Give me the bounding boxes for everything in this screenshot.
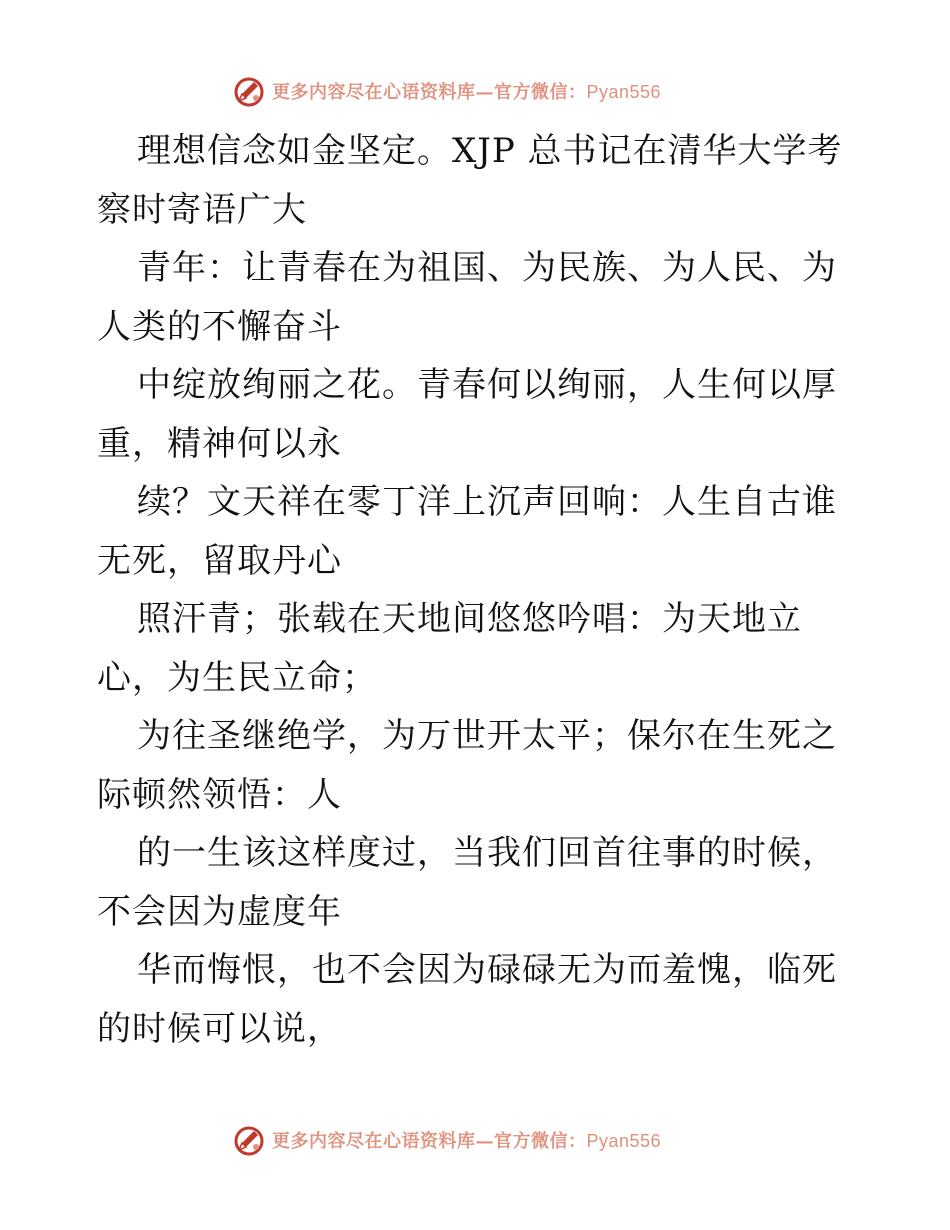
paragraph-2: 青年：让青春在为祖国、为民族、为人民、为人类的不懈奋斗 <box>97 248 837 347</box>
footer-contact-id: Pyan556 <box>586 1131 662 1151</box>
paragraph-6: 为往圣继绝学，为万世开太平；保尔在生死之际顿然领悟：人 <box>97 716 837 815</box>
header-banner <box>232 71 752 111</box>
paragraph-4: 续？文天祥在零丁洋上沉声回响：人生自古谁无死，留取丹心 <box>97 482 837 581</box>
header-contact-label: 官方微信： <box>494 82 587 103</box>
header-contact-id: Pyan556 <box>586 82 662 102</box>
paragraph-3: 中绽放绚丽之花。青春何以绚丽，人生何以厚重，精神何以永 <box>97 365 837 464</box>
footer-banner <box>232 1120 752 1160</box>
document-body <box>97 122 867 1058</box>
header-banner-text <box>272 78 661 104</box>
fountain-pen-logo-icon <box>232 1123 266 1157</box>
paragraph-8: 华而悔恨，也不会因为碌碌无为而羞愧，临死的时候可以说， <box>97 950 837 1049</box>
paragraph-7: 的一生该这样度过，当我们回首往事的时候，不会因为虚度年 <box>97 833 837 932</box>
footer-separator: — <box>475 1131 494 1152</box>
header-separator: — <box>475 82 494 103</box>
paragraph-5: 照汗青；张载在天地间悠悠吟唱：为天地立心，为生民立命； <box>97 599 802 698</box>
fountain-pen-logo-icon <box>232 74 266 108</box>
header-site-name: 更多内容尽在心语资料库 <box>272 82 476 103</box>
footer-contact-label: 官方微信： <box>494 1131 587 1152</box>
footer-banner-text <box>272 1127 661 1153</box>
footer-site-name: 更多内容尽在心语资料库 <box>272 1131 476 1152</box>
paragraph-1: 理想信念如金坚定。XJP 总书记在清华大学考察时寄语广大 <box>97 131 843 230</box>
